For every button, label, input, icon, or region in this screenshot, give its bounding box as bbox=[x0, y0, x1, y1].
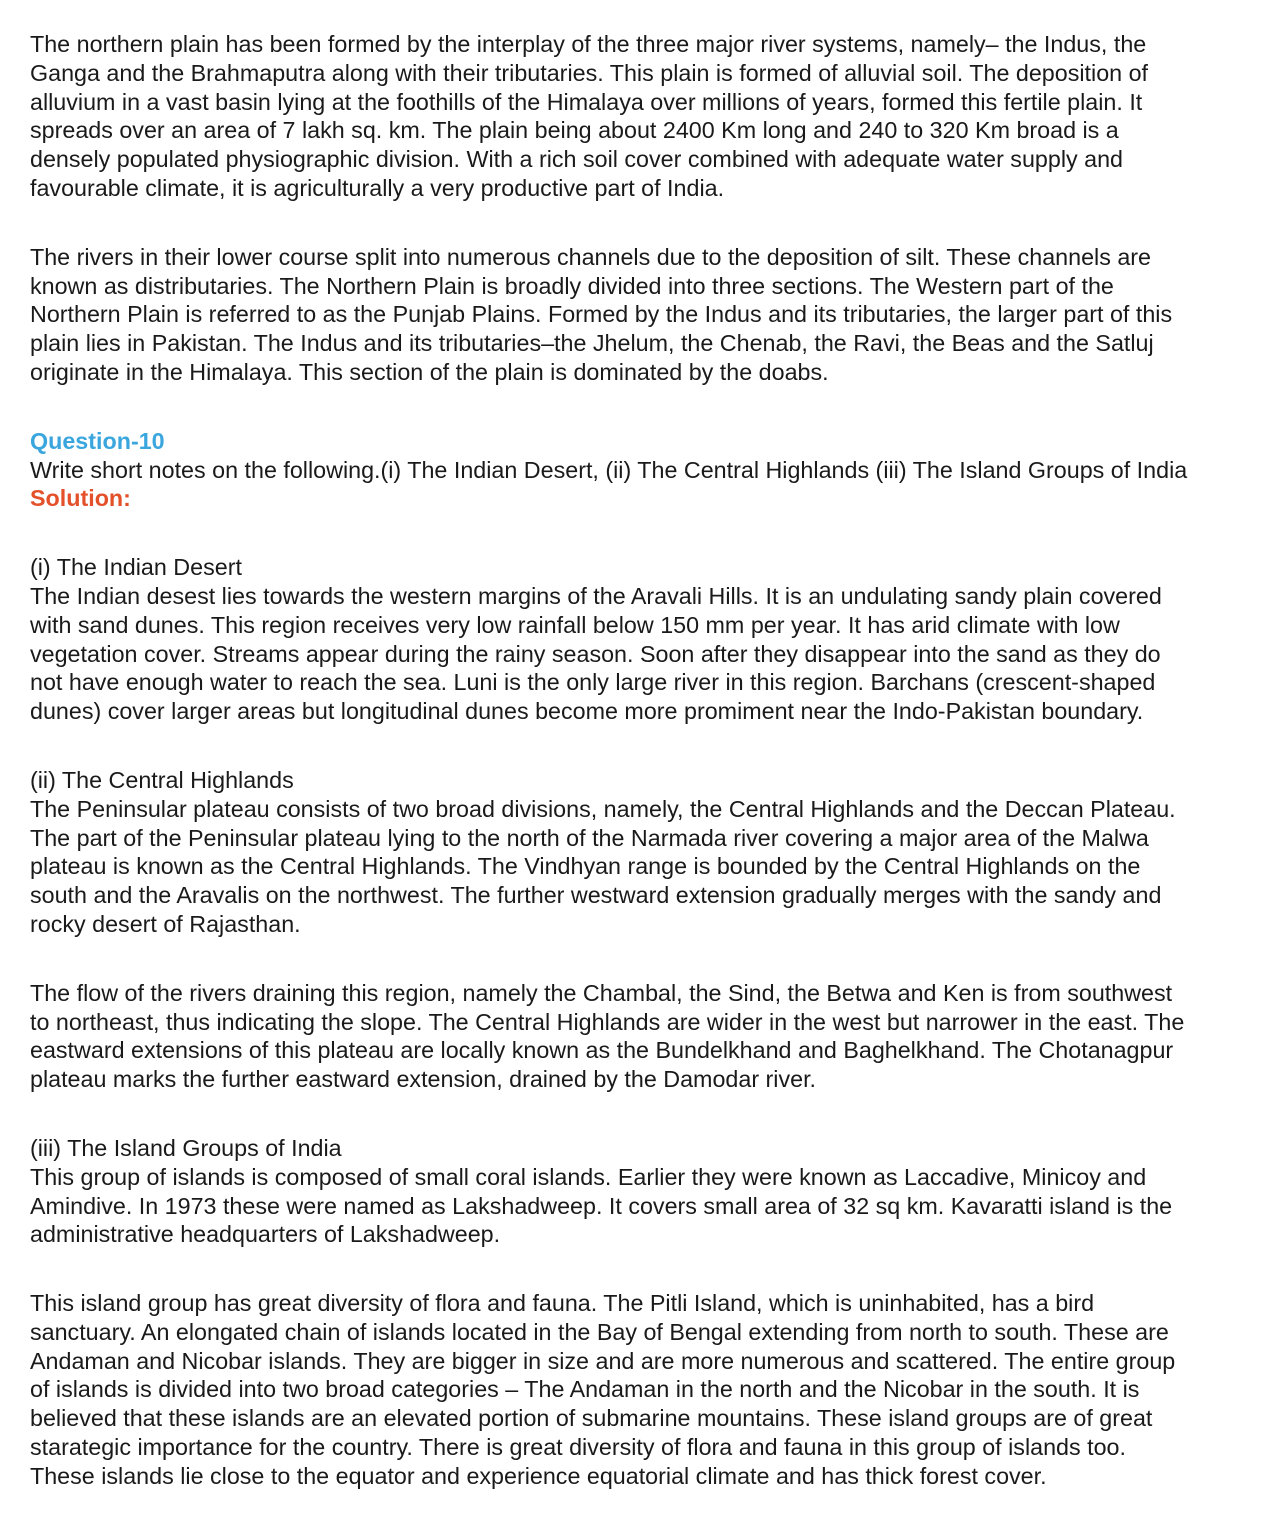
spacer bbox=[30, 939, 1270, 979]
solution-label: Solution: bbox=[30, 485, 131, 512]
section-body-desert: The Indian desest lies towards the western margins of the Aravali Hills. It is an undulating sandy plain covered with sand dunes. This region receives very low rainfall below 150 mm per year. It has arid climate with low vegetation cover. Streams appear during the rainy season. Soon after they disappear into the sand as they do not have enough water to reach the sea. Luni is the only large river in this region. Barchans (crescent-shaped dunes) cover larger areas but longitudinal dunes become more promiment near the Indo-Pakistan boundary. bbox=[30, 582, 1162, 725]
section-heading-highlands: (ii) The Central Highlands bbox=[30, 766, 294, 793]
question-label: Question-10 bbox=[30, 427, 165, 454]
section-heading-islands: (iii) The Island Groups of India bbox=[30, 1134, 342, 1161]
section-body-islands-1: This group of islands is composed of small coral islands. Earlier they were known as Laccadive, Minicoy and Amindive. In 1973 these were named as Lakshadweep. It covers small area of 32 sq km. Kavaratti island is the administrative headquarters of Lakshadweep. bbox=[30, 1163, 1173, 1248]
section-body-highlands-2: The flow of the rivers draining this region, namely the Chambal, the Sind, the Betwa and Ken is from southwest to northeast, thus indicating the slope. The Central Highlands are wider in the west but narrower in the east. The eastward extensions of this plateau are locally known as the Bundelkhand and Baghelkhand. The Chotanagpur plateau marks the further eastward extension, drained by the Damodar river. bbox=[30, 979, 1185, 1093]
intro-paragraph-1: The northern plain has been formed by the interplay of the three major river systems, namely– the Indus, the Ganga and the Brahmaputra along with their tributaries. This plain is formed of alluvial soil. The deposition of alluvium in a vast basin lying at the foothills of the Himalaya over millions of years, formed this fertile plain. It spreads over an area of 7 lakh sq. km. The plain being about 2400 Km long and 240 to 320 Km broad is a densely populated physiographic division. With a rich soil cover combined with adequate water supply and favourable climate, it is agriculturally a very productive part of India. bbox=[30, 31, 1149, 201]
spacer bbox=[30, 203, 1270, 243]
document-page bbox=[30, 30, 1270, 1491]
spacer bbox=[30, 726, 1270, 766]
section-body-highlands-1: The Peninsular plateau consists of two broad divisions, namely, the Central Highlands and the Deccan Plateau. The part of the Peninsular plateau lying to the north of the Narmada river covering a major area of the Malwa plateau is known as the Central Highlands. The Vindhyan range is bounded by the Central Highlands on the south and the Aravalis on the northwest. The further westward extension gradually merges with the sandy and rocky desert of Rajasthan. bbox=[30, 795, 1176, 937]
section-body-islands-2: This island group has great diversity of flora and fauna. The Pitli Island, which is uninhabited, has a bird sanctuary. An elongated chain of islands located in the Bay of Bengal extending from north to south. These are Andaman and Nicobar islands. They are bigger in size and are more numerous and scattered. The entire group of islands is divided into two broad categories – The Andaman in the north and the Nicobar in the south. It is believed that these islands are an elevated portion of submarine mountains. These island groups are of great starategic importance for the country. There is great diversity of flora and fauna in this group of islands too. These islands lie close to the equator and experience equatorial climate and has thick forest cover. bbox=[30, 1290, 1176, 1489]
spacer bbox=[30, 513, 1270, 553]
spacer bbox=[30, 1094, 1270, 1134]
spacer bbox=[30, 1249, 1270, 1289]
intro-paragraph-2: The rivers in their lower course split into numerous channels due to the deposition of silt. These channels are known as distributaries. The Northern Plain is broadly divided into three sections. The Western part of the Northern Plain is referred to as the Punjab Plains. Formed by the Indus and its tributaries, the larger part of this plain lies in Pakistan. The Indus and its tributaries–the Jhelum, the Chenab, the Ravi, the Beas and the Satluj originate in the Himalaya. This section of the plain is dominated by the doabs. bbox=[30, 243, 1173, 385]
section-heading-desert: (i) The Indian Desert bbox=[30, 554, 242, 581]
spacer bbox=[30, 387, 1270, 427]
question-text: Write short notes on the following.(i) The Indian Desert, (ii) The Central Highlands (iii) The Island Groups of India bbox=[30, 456, 1188, 483]
